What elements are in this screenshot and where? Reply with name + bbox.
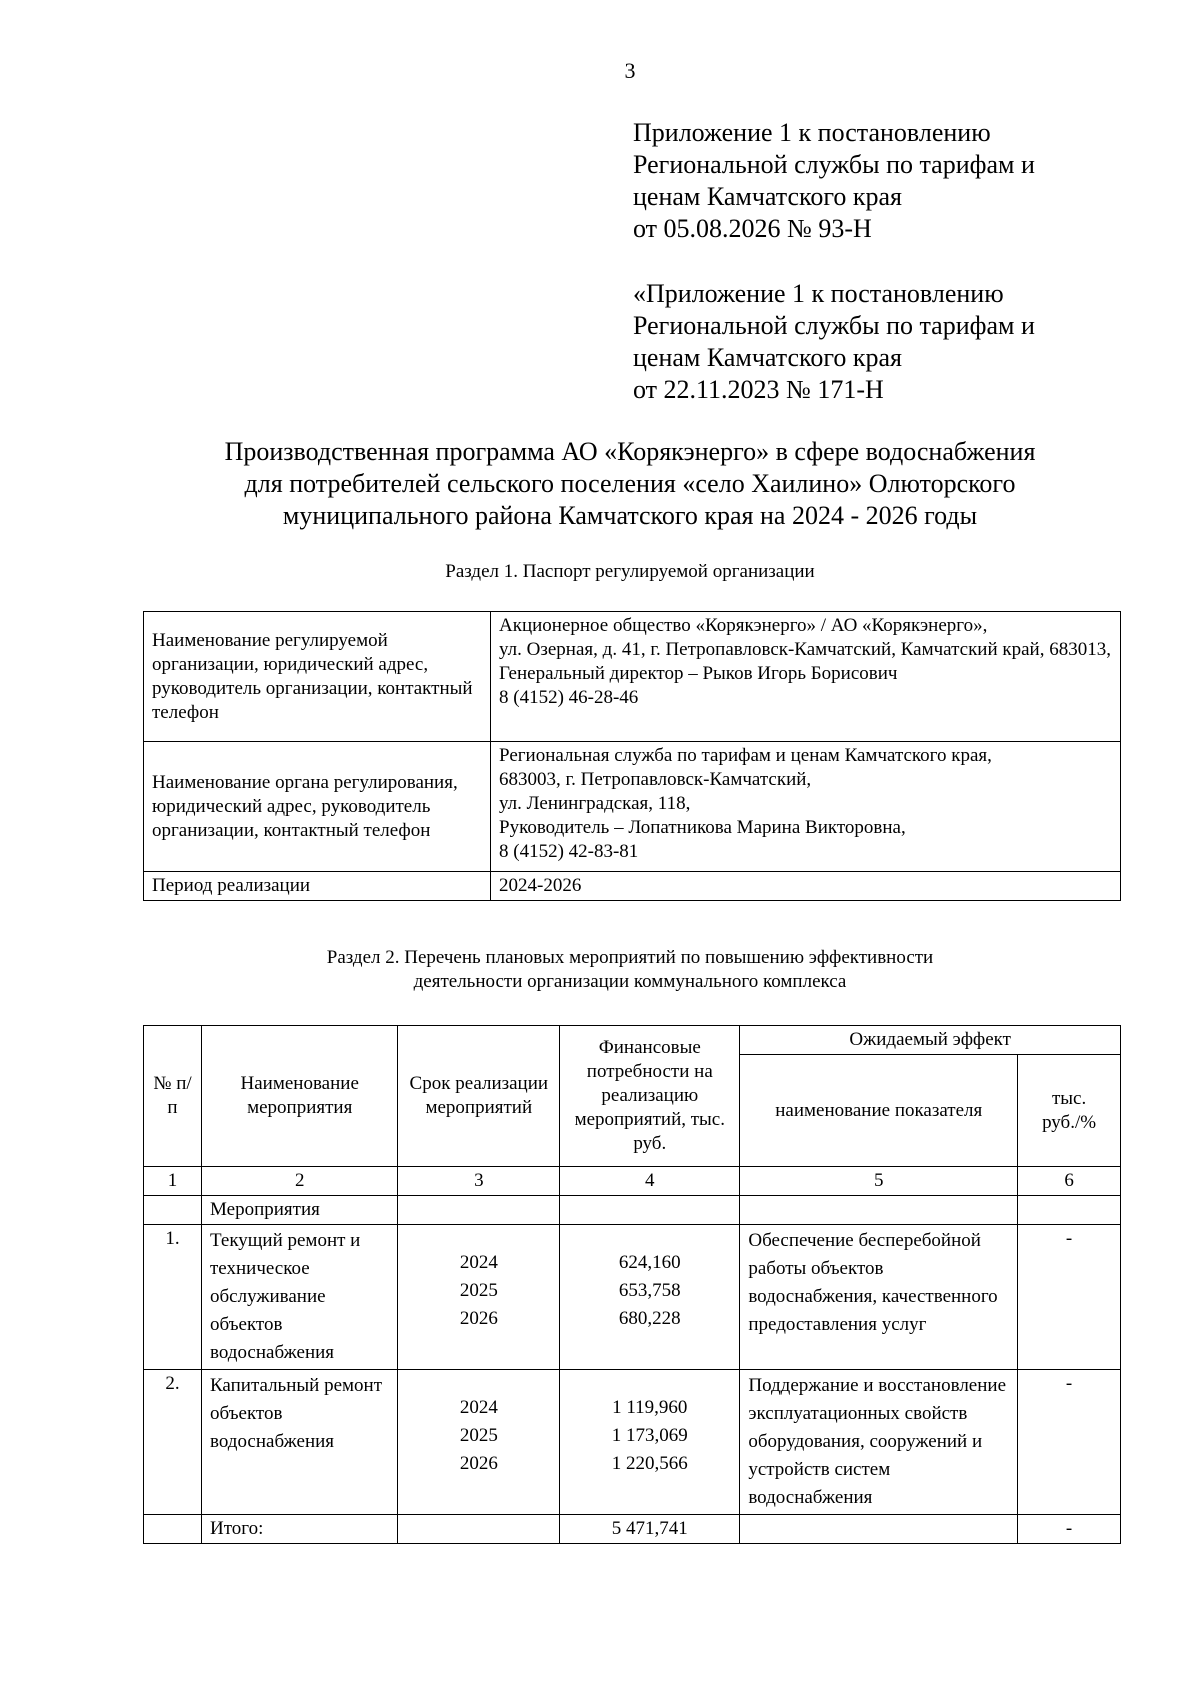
amount: 624,160 xyxy=(618,1252,681,1273)
header-finance: Финансовые потребности на реализацию мероприятий, тыс. руб. xyxy=(560,1026,740,1167)
section1-title: Раздел 1. Паспорт регулируемой организации xyxy=(445,561,815,582)
appendix-line: ценам Камчатского края xyxy=(633,343,902,372)
total-unit: - xyxy=(1018,1515,1121,1544)
year: 2025 xyxy=(459,1280,498,1301)
amount: 653,758 xyxy=(618,1280,681,1301)
column-number: 4 xyxy=(560,1167,740,1196)
appendix-current xyxy=(633,117,1035,245)
appendix-line: ценам Камчатского края xyxy=(633,182,902,211)
value-line: ул. Ленинградская, 118, xyxy=(499,793,691,814)
row-name xyxy=(202,1370,398,1515)
year: 2026 xyxy=(459,1453,498,1474)
title-line: Производственная программа АО «Корякэнерго» в сфере водоснабжения xyxy=(224,437,1036,466)
column-number: 1 xyxy=(144,1167,202,1196)
passport-value xyxy=(491,742,1121,872)
row-name xyxy=(202,1225,398,1370)
value-line: 8 (4152) 46-28-46 xyxy=(499,687,639,708)
row-indicator xyxy=(740,1370,1018,1515)
title-line: Раздел 2. Перечень плановых мероприятий по повышению эффективности xyxy=(326,947,934,968)
passport-label: Наименование органа регулирования, юридический адрес, руководитель организации, контактный телефон xyxy=(144,742,491,872)
year: 2025 xyxy=(459,1425,498,1446)
total-row xyxy=(144,1515,1121,1544)
table-row xyxy=(144,742,1121,872)
value-line: Акционерное общество «Корякэнерго» / АО «Корякэнерго», xyxy=(499,615,988,636)
value-line: 8 (4152) 42-83-81 xyxy=(499,841,639,862)
amount: 680,228 xyxy=(618,1308,681,1329)
row-years xyxy=(398,1370,560,1515)
column-number: 3 xyxy=(398,1167,560,1196)
row-indicator-text: Обеспечение бесперебойной работы объектов водоснабжения, качественного предоставления услуг xyxy=(748,1230,998,1335)
column-number-row xyxy=(144,1167,1121,1196)
total-label: Итого: xyxy=(202,1515,398,1544)
row-years xyxy=(398,1225,560,1370)
group-row xyxy=(144,1196,1121,1225)
header-effect: Ожидаемый эффект xyxy=(740,1026,1121,1055)
row-unit: - xyxy=(1018,1225,1121,1370)
row-amounts xyxy=(560,1225,740,1370)
title-line: муниципального района Камчатского края на 2024 - 2026 годы xyxy=(282,501,978,530)
value-line: Региональная служба по тарифам и ценам Камчатского края, xyxy=(499,745,992,766)
row-indicator-text: Поддержание и восстановление эксплуатационных свойств оборудования, сооружений и устройств систем водоснабжения xyxy=(748,1375,1007,1508)
appendix-line: Региональной службы по тарифам и xyxy=(633,150,1035,179)
appendix-line: «Приложение 1 к постановлению xyxy=(633,279,1004,308)
group-label: Мероприятия xyxy=(202,1196,398,1225)
row-unit: - xyxy=(1018,1370,1121,1515)
passport-table xyxy=(143,611,1121,901)
amount: 1 119,960 xyxy=(612,1397,688,1418)
year: 2026 xyxy=(459,1308,498,1329)
value-line: Генеральный директор – Рыков Игорь Борисович xyxy=(499,663,898,684)
value-line: Руководитель – Лопатникова Марина Викторовна, xyxy=(499,817,906,838)
header-row xyxy=(144,1026,1121,1055)
header-period: Срок реализации мероприятий xyxy=(398,1026,560,1167)
appendix-line: от 22.11.2023 № 171-Н xyxy=(633,375,884,404)
total-amount: 5 471,741 xyxy=(560,1515,740,1544)
amount: 1 220,566 xyxy=(611,1453,688,1474)
value-line: ул. Озерная, д. 41, г. Петропавловск-Камчатский, Камчатский край, 683013, xyxy=(499,639,1111,660)
passport-label: Наименование регулируемой организации, юридический адрес, руководитель организации, контактный телефон xyxy=(144,612,491,742)
appendix-previous xyxy=(633,278,1035,406)
passport-value: 2024-2026 xyxy=(491,872,1121,901)
appendix-line: Региональной службы по тарифам и xyxy=(633,311,1035,340)
header-name: Наименование мероприятия xyxy=(202,1026,398,1167)
year: 2024 xyxy=(459,1252,498,1273)
header-num: № п/п xyxy=(144,1026,202,1167)
table-row xyxy=(144,612,1121,742)
row-amounts xyxy=(560,1370,740,1515)
row-num: 2. xyxy=(144,1370,202,1515)
row-name-text: Капитальный ремонт объектов водоснабжения xyxy=(210,1375,383,1452)
value-line: 683003, г. Петропавловск-Камчатский, xyxy=(499,769,812,790)
column-number: 6 xyxy=(1018,1167,1121,1196)
header-unit: тыс. руб./% xyxy=(1018,1055,1121,1167)
column-number: 2 xyxy=(202,1167,398,1196)
row-name-text: Текущий ремонт и техническое обслуживание объектов водоснабжения xyxy=(210,1230,361,1363)
column-number: 5 xyxy=(740,1167,1018,1196)
appendix-line: Приложение 1 к постановлению xyxy=(633,118,991,147)
section2-title xyxy=(140,946,1120,994)
document-title xyxy=(140,436,1120,532)
activities-table xyxy=(143,1025,1121,1544)
amount: 1 173,069 xyxy=(611,1425,688,1446)
passport-label: Период реализации xyxy=(144,872,491,901)
passport-value xyxy=(491,612,1121,742)
table-row xyxy=(144,1370,1121,1515)
appendix-line: от 05.08.2026 № 93-Н xyxy=(633,214,872,243)
row-num: 1. xyxy=(144,1225,202,1370)
row-indicator xyxy=(740,1225,1018,1370)
table-row xyxy=(144,1225,1121,1370)
table-row xyxy=(144,872,1121,901)
header-indicator: наименование показателя xyxy=(740,1055,1018,1167)
year: 2024 xyxy=(459,1397,498,1418)
title-line: для потребителей сельского поселения «село Хаилино» Олюторского xyxy=(244,469,1016,498)
title-line: деятельности организации коммунального комплекса xyxy=(413,971,847,992)
page-number: 3 xyxy=(624,58,636,83)
